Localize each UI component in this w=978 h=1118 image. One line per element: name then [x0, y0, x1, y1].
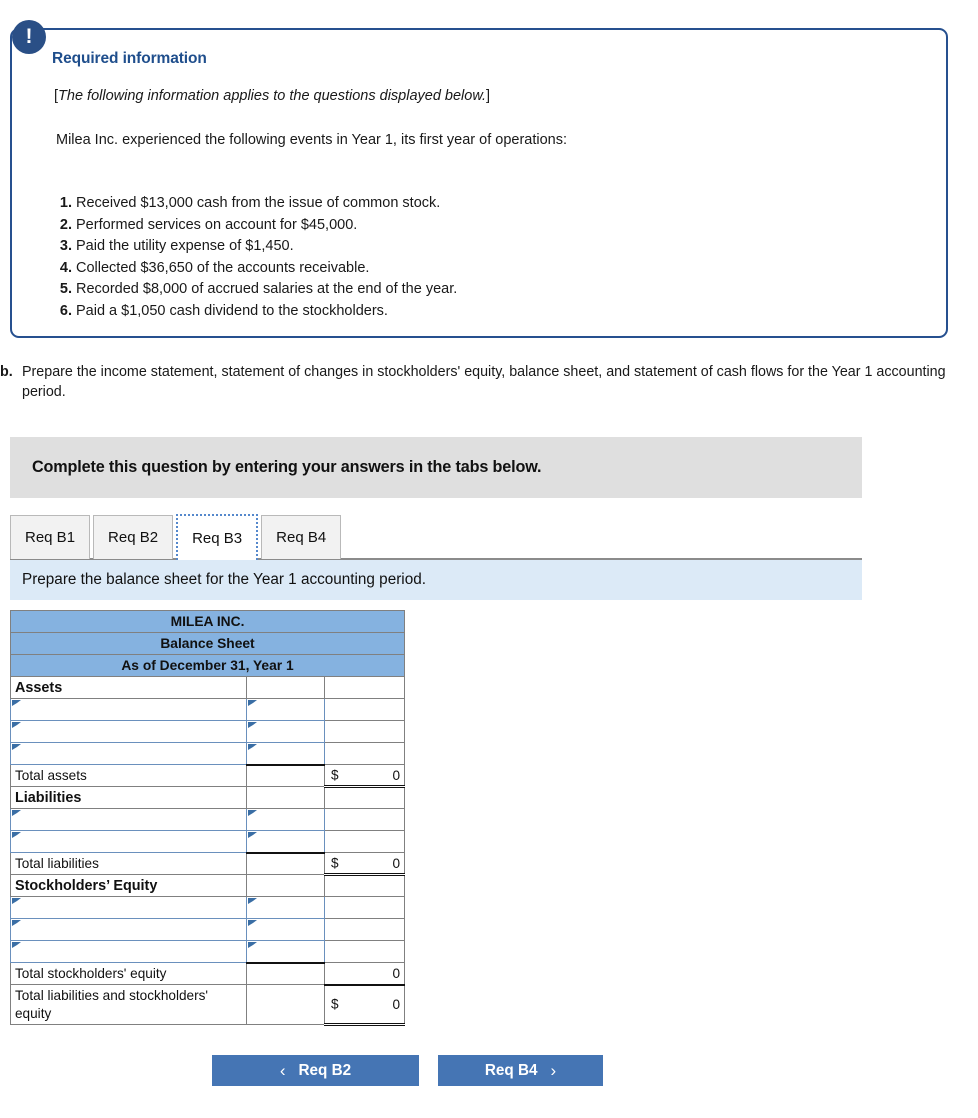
note-italic-text: The following information applies to the questions displayed below. — [58, 88, 487, 104]
table-row-section-assets — [11, 677, 405, 699]
empty-cell — [325, 919, 405, 941]
value-text: 0 — [392, 855, 400, 871]
currency-symbol: $ — [331, 855, 339, 871]
value-text: 0 — [392, 965, 400, 981]
table-row-title-statement — [11, 633, 405, 655]
next-button-label: Req B4 — [484, 1061, 538, 1079]
equity-name-input-1[interactable] — [11, 897, 247, 919]
empty-cell — [247, 787, 325, 809]
complete-question-banner — [10, 437, 862, 498]
table-row — [11, 743, 405, 765]
total-liabilities-and-equity-label — [11, 985, 247, 1025]
list-item-text: Performed services on account for $45,000. — [76, 216, 358, 233]
note-bracket-close: ] — [486, 88, 491, 104]
balance-sheet-table — [10, 610, 405, 1026]
tab-req-b2[interactable]: Req B2 — [93, 515, 173, 559]
list-item — [52, 280, 932, 300]
list-item-number: 2. — [59, 216, 72, 233]
table-row — [11, 919, 405, 941]
empty-cell — [325, 699, 405, 721]
equity-name-input-2[interactable] — [11, 919, 247, 941]
empty-cell — [325, 721, 405, 743]
prev-button-label: Req B2 — [298, 1061, 352, 1079]
table-row-total-liabilities — [11, 853, 405, 875]
event-list — [52, 194, 932, 321]
list-item-number: 1. — [59, 195, 72, 211]
liability-amount-input-1[interactable] — [247, 809, 325, 831]
currency-symbol: $ — [331, 996, 339, 1012]
list-item-number: 5. — [59, 281, 72, 297]
list-item-text: Received $13,000 cash from the issue of common stock. — [76, 195, 441, 211]
currency-symbol: $ — [331, 767, 339, 783]
table-row — [11, 831, 405, 853]
chevron-left-icon: ‹ — [279, 1061, 286, 1080]
total-liabilities-label: Total liabilities — [11, 853, 247, 875]
equity-amount-input-1[interactable] — [247, 897, 325, 919]
question-text: Prepare the income statement, statement of changes in stockholders' equity, balance sheet, and statement of cash flows for the Year 1 accounting period. — [22, 364, 946, 400]
empty-cell — [325, 875, 405, 897]
empty-cell — [325, 809, 405, 831]
tab-req-b4[interactable]: Req B4 — [261, 515, 341, 559]
empty-cell — [247, 853, 325, 875]
total-liabilities-value — [325, 853, 405, 875]
asset-amount-input-3[interactable] — [247, 743, 325, 765]
table-row — [11, 809, 405, 831]
empty-cell — [325, 897, 405, 919]
requirement-tabs — [10, 515, 862, 559]
liability-name-input-2[interactable] — [11, 831, 247, 853]
complete-question-text: Complete this question by entering your answers in the tabs below. — [32, 458, 542, 476]
value-text: 0 — [392, 767, 400, 783]
question-b — [0, 362, 960, 402]
empty-cell — [247, 875, 325, 897]
bs-header-company: MILEA INC. — [11, 611, 405, 633]
section-label-liabilities: Liabilities — [11, 787, 247, 809]
empty-cell — [325, 743, 405, 765]
callout-content — [52, 50, 932, 323]
table-row-total-equity — [11, 963, 405, 985]
list-item-text: Collected $36,650 of the accounts receivable. — [76, 259, 370, 276]
asset-name-input-3[interactable] — [11, 743, 247, 765]
required-information-callout — [10, 20, 948, 338]
asset-amount-input-1[interactable] — [247, 699, 325, 721]
chevron-right-icon: › — [550, 1061, 557, 1080]
callout-note — [54, 88, 932, 104]
total-assets-label: Total assets — [11, 765, 247, 787]
liability-amount-input-2[interactable] — [247, 831, 325, 853]
list-item-number: 4. — [59, 259, 72, 276]
tab-req-b3[interactable]: Req B3 — [176, 514, 258, 560]
empty-cell — [247, 765, 325, 787]
liability-name-input-1[interactable] — [11, 809, 247, 831]
list-item — [52, 259, 932, 279]
empty-cell — [247, 985, 325, 1025]
asset-amount-input-2[interactable] — [247, 721, 325, 743]
tab-req-b1[interactable]: Req B1 — [10, 515, 90, 559]
question-label: b. — [0, 364, 13, 380]
note-bracket-open: [ — [54, 88, 59, 104]
table-row — [11, 721, 405, 743]
table-row-section-liabilities — [11, 787, 405, 809]
equity-amount-input-2[interactable] — [247, 919, 325, 941]
callout-lead-text: Milea Inc. experienced the following events in Year 1, its first year of operations: — [56, 132, 568, 148]
total-equity-value — [325, 963, 405, 985]
table-row-section-equity — [11, 875, 405, 897]
total-equity-label: Total stockholders' equity — [11, 963, 247, 985]
list-item — [52, 216, 932, 236]
table-row-title-date — [11, 655, 405, 677]
table-row-title-company — [11, 611, 405, 633]
prev-requirement-button[interactable] — [212, 1055, 419, 1086]
navigation-buttons — [0, 1055, 978, 1087]
empty-cell — [325, 787, 405, 809]
label-text: Total liabilities and stockholders' equity — [15, 987, 209, 1021]
bs-header-date: As of December 31, Year 1 — [11, 655, 405, 677]
table-row-total-assets — [11, 765, 405, 787]
list-item-text: Recorded $8,000 of accrued salaries at the end of the year. — [76, 281, 458, 297]
value-text: 0 — [392, 996, 400, 1012]
table-row — [11, 897, 405, 919]
list-item — [52, 237, 932, 257]
asset-name-input-1[interactable] — [11, 699, 247, 721]
empty-cell — [247, 677, 325, 699]
empty-cell — [325, 677, 405, 699]
table-row — [11, 699, 405, 721]
total-assets-value — [325, 765, 405, 787]
list-item — [52, 194, 932, 214]
instruction-text: Prepare the balance sheet for the Year 1 accounting period. — [22, 571, 426, 588]
total-liabilities-and-equity-value — [325, 985, 405, 1025]
asset-name-input-2[interactable] — [11, 721, 247, 743]
list-item-number: 6. — [59, 302, 72, 319]
table-row-total-liabilities-and-equity — [11, 985, 405, 1025]
section-label-assets: Assets — [11, 677, 247, 699]
empty-cell — [325, 941, 405, 963]
bs-header-statement: Balance Sheet — [11, 633, 405, 655]
next-requirement-button[interactable] — [438, 1055, 603, 1086]
table-row — [11, 941, 405, 963]
exclamation-icon: ! — [12, 20, 46, 54]
section-label-stockholders-equity: Stockholders’ Equity — [11, 875, 247, 897]
empty-cell — [247, 963, 325, 985]
equity-amount-input-3[interactable] — [247, 941, 325, 963]
list-item-number: 3. — [59, 238, 72, 254]
callout-title: Required information — [52, 50, 207, 67]
empty-cell — [325, 831, 405, 853]
equity-name-input-3[interactable] — [11, 941, 247, 963]
list-item — [52, 302, 932, 322]
list-item-text: Paid the utility expense of $1,450. — [76, 238, 294, 254]
list-item-text: Paid a $1,050 cash dividend to the stockholders. — [76, 302, 388, 319]
instruction-banner — [10, 560, 862, 600]
